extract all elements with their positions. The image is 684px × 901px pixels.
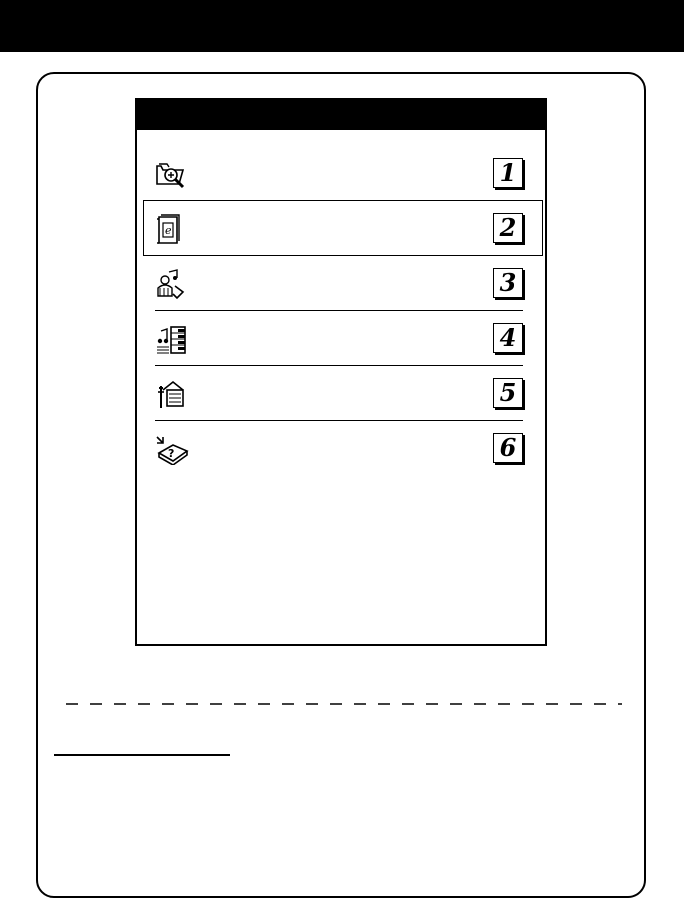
menu-item-2[interactable] [155, 207, 523, 251]
dashed-separator [64, 698, 624, 710]
folder-search-icon [155, 158, 189, 190]
menu-item-4[interactable] [155, 317, 523, 361]
number-key-1[interactable]: 1 [493, 158, 523, 188]
menu-item-6[interactable] [155, 427, 523, 471]
music-keyboard-icon [155, 323, 189, 355]
top-black-bar [0, 0, 684, 52]
svg-text:?: ? [168, 447, 175, 460]
ebook-icon [155, 213, 189, 245]
menu-item-3[interactable] [155, 262, 523, 306]
screen-title-bar [137, 100, 545, 130]
number-key-3[interactable]: 3 [493, 268, 523, 298]
svg-text:e: e [165, 224, 172, 237]
menu-item-5[interactable] [155, 372, 523, 416]
device-screen [135, 98, 547, 646]
number-key-6[interactable]: 6 [493, 433, 523, 463]
number-key-4[interactable]: 4 [493, 323, 523, 353]
menu-divider [155, 420, 523, 421]
settings-tools-icon [155, 378, 189, 410]
menu-divider [155, 365, 523, 366]
number-key-2[interactable]: 2 [493, 213, 523, 243]
underline-rule [54, 754, 230, 756]
number-key-5[interactable]: 5 [493, 378, 523, 408]
menu-item-1[interactable] [155, 152, 523, 196]
help-book-icon [155, 433, 189, 465]
people-music-icon [155, 268, 189, 300]
menu-divider [155, 310, 523, 311]
